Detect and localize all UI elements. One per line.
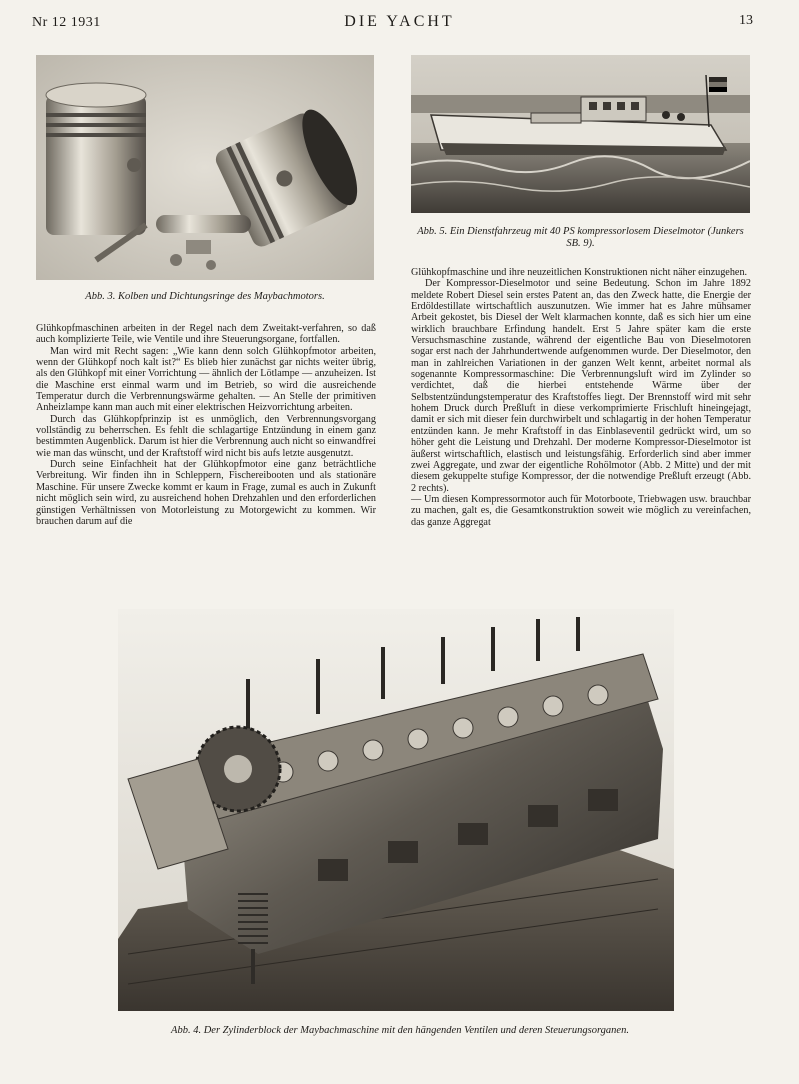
figure-4-caption: Abb. 4. Der Zylinderblock der Maybachmaschine mit den hängenden Ventilen und deren Steuerungsorganen. — [171, 1025, 629, 1036]
right-text-column — [411, 267, 751, 528]
right-paragraph-2: Der Kompressor-Dieselmotor und seine Bedeutung. Schon im Jahre 1892 meldete Robert Diesel sein erstes Patent an, das den Zweck hatte, die Energie der Erdöldestillate wirtschaftlich auszunutzen. Wie immer hat es Jahre mühsamer Arbeit gekostet, bis Diesel der Welt klarmachen konnte, daß es sich hier um eine wirklich brauchbare Erfindung handelt. Erst 5 Jahre später kam die erste Versuchsmaschine zustande, während der eigentliche Bau von Dieselmotoren sogar erst nach der Jahrhundertwende aufgenommen wurde. Der Dieselmotor, den man in zahlreichen Variationen in der ganzen Welt kennt, arbeitet normal als sogenannte Kompressormaschine: Die Verbrennungsluft wird im Zylinder so verdichtet, daß die hierbei entstehende Wärme über der Selbstentzündungstemperatur des Kraftstoffes liegt. Der Brennstoff wird mit sehr hohem Druck durch Preßluft in diese verkomprimierte Frischluft hineingejagt, damit er sich mit dieser fein durchwirbelt und schlagartig in der hohen Temperatur entzünden kann. Je mehr Kraftstoff in das Einblaseventil gedrückt wird, um so höher geht die Leistung und Drehzahl. Der moderne Kompressor-Dieselmotor ist äußerst wirtschaftlich, elastisch und leistungsfähig. Erforderlich sind aber immer zwei Aggregate, und zwar der eigentliche Rohölmotor (Abb. 2 Mitte) und der mit diesem gekuppelte stufige Kompressor, der die notwendige Preßluft erzeugt (Abb. 2 rechts). — [411, 278, 751, 494]
boat-photo — [411, 55, 750, 213]
figure-3-caption: Abb. 3. Kolben und Dichtungsringe des Maybachmotors. — [85, 291, 325, 302]
right-paragraph-1: Glühkopfmaschine und ihre neuzeitlichen Konstruktionen nicht näher einzugehen. — [411, 267, 748, 278]
left-paragraph-3: Durch das Glühkopfprinzip ist es unmöglich, den Verbrennungsvorgang vollständig zu beherrschen. Es fehlt die schlagartige Entzündung in einem ganz bestimmten Augenblick. Darum ist hier die Verbrennung auch nicht so einwandfrei wie man das wünscht, und der Kraftstoff wird nicht bis aufs letzte ausgenutzt. — [36, 413, 376, 459]
left-text-column — [36, 323, 376, 527]
cylinder-block-photo — [118, 609, 674, 1011]
left-paragraph-4: Durch seine Einfachheit hat der Glühkopfmotor eine ganz beträchtliche Verbreitung. Wir finden ihn in Schleppern, Fischereibooten und als stationäre Maschine. Für unsere Zwecke kommt er kaum in Frage, zumal es auch in Zukunft nicht möglich sein wird, zu ausreichend hohen Drehzahlen und den erforderlichen günstigen Verhältnissen von Motorleistung zu Motorgewicht zu kommen. Wir brauchen darum auf die — [36, 459, 376, 527]
figure-5-caption: Abb. 5. Ein Dienstfahrzeug mit 40 PS kompressorlosem Dieselmotor (Junkers SB. 9). — [417, 226, 744, 249]
issue-number: Nr 12 1931 — [32, 15, 101, 30]
piston-photo — [36, 55, 374, 280]
right-paragraph-3: — Um diesen Kompressormotor auch für Motorboote, Triebwagen usw. brauchbar zu machen, galt es, die Gesamtkonstruktion soweit wie möglich zu vereinfachen, das ganze Aggregat — [411, 493, 751, 528]
page-number: 13 — [739, 13, 753, 28]
left-paragraph-2: Man wird mit Recht sagen: „Wie kann denn solch Glühkopfmotor arbeiten, wenn der Glühkopf noch kalt ist?“ Es blieb hier zunächst gar nichts weiter übrig, als den Glühkopf mit einer Vorrichtung — ähnlich der Lötlampe — anzuheizen. Ist die Maschine erst einmal warm und im Betrieb, so wird die ausreichende Temperatur durch die Verbrennungswärme gehalten. — An Stelle der primitiven Anheizlampe kann man auch mit einer elektrischen Heizvorrichtung arbeiten. — [36, 345, 376, 414]
magazine-title: DIE YACHT — [344, 13, 455, 30]
left-paragraph-1: Glühkopfmaschinen arbeiten in der Regel nach dem Zweitakt-verfahren, so daß auch komplizierte Teile, wie Ventile und ihre Steuerungsorgane, fortfallen. — [36, 323, 376, 346]
